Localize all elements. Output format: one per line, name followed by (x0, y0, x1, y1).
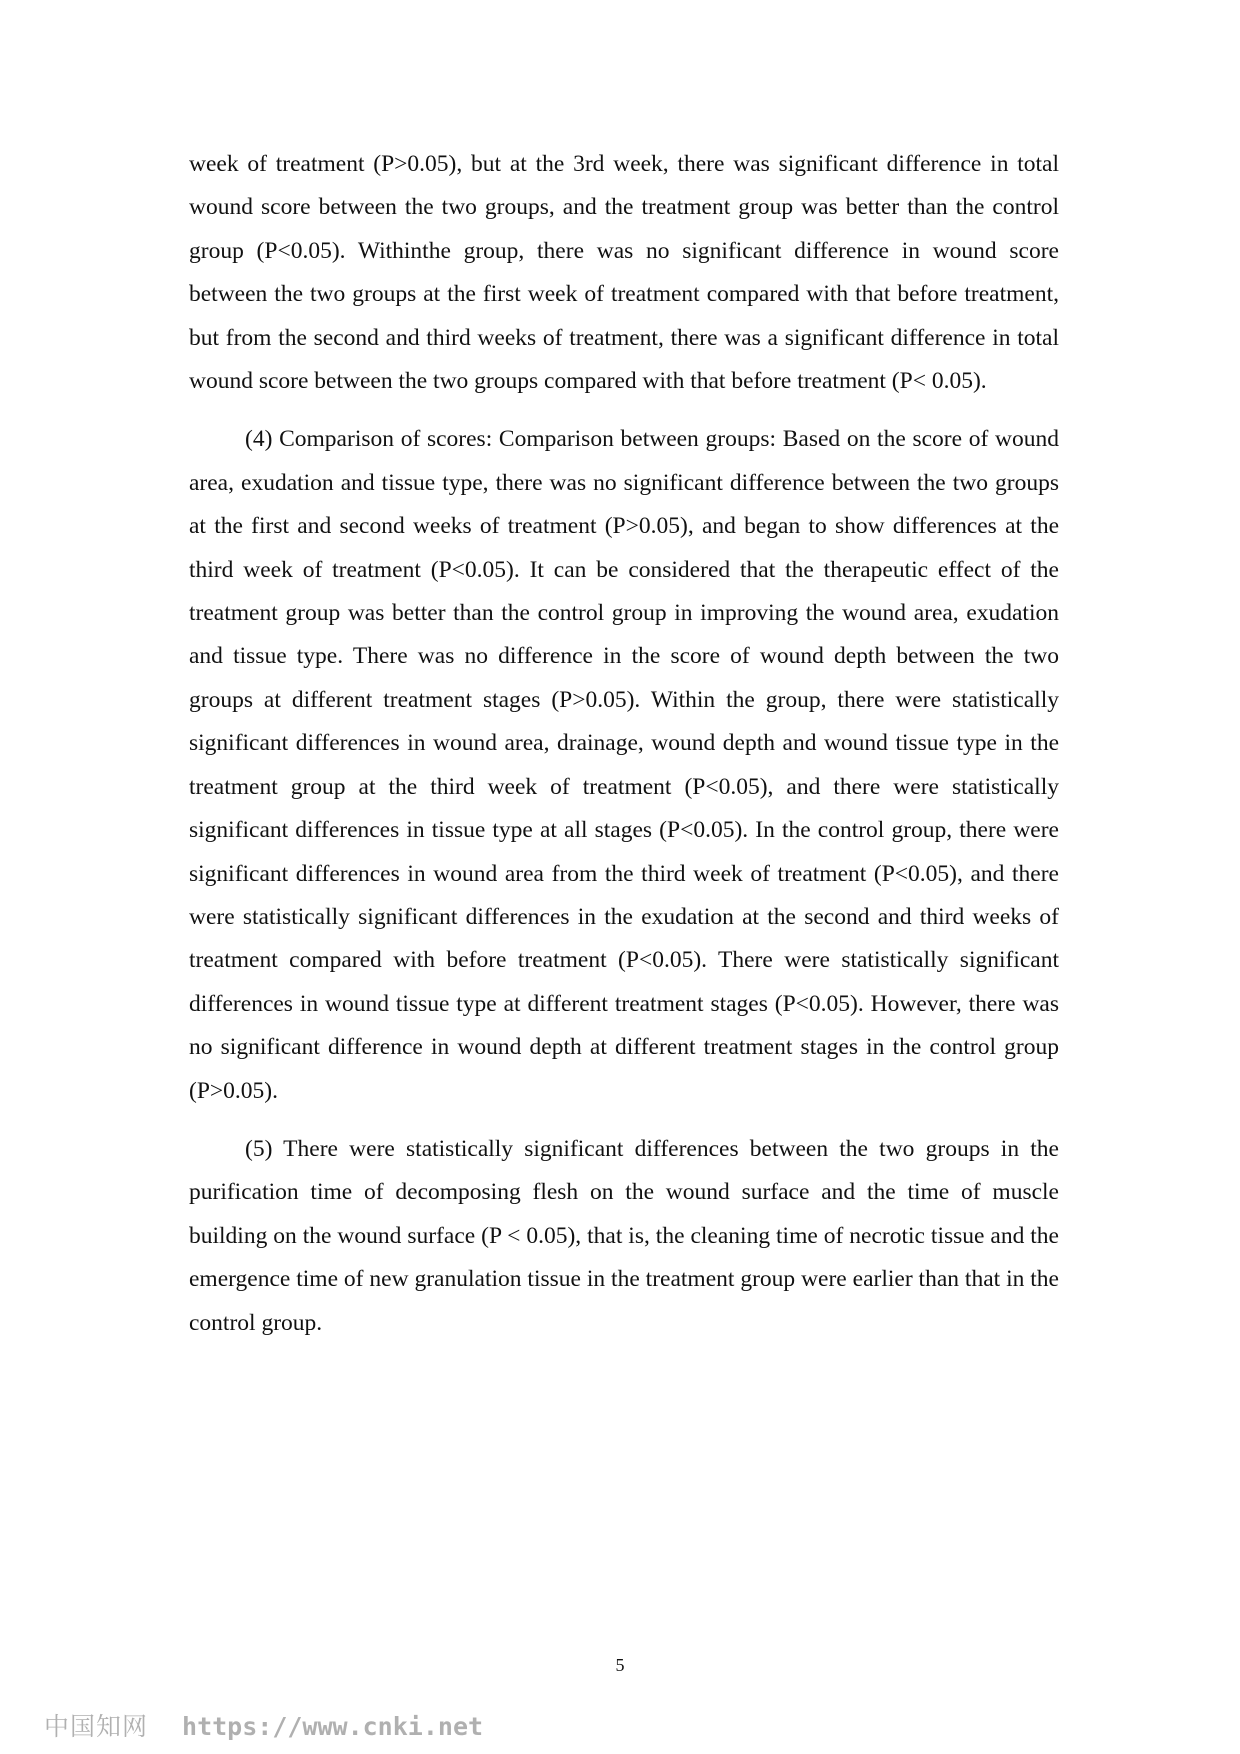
paragraph-continuation: week of treatment (P>0.05), but at the 3rd week, there was significant difference in total wound score between the two groups, and the treatment group was better than the control group (P<0.05). Withinthe group, there was no significant difference in wound score between the two groups at the first week of treatment compared with that before treatment, but from the second and third weeks of treatment, there was a significant difference in total wound score between the two groups compared with that before treatment (P< 0.05). (189, 151, 1059, 395)
watermark-cn-text: 中国知网 (44, 1712, 149, 1741)
watermark-url: https://www.cnki.net (182, 1712, 484, 1741)
paragraph-point-4: (4) Comparison of scores: Comparison between groups: Based on the score of wound area, exudation and tissue type, there was no significant difference between the two groups at the first and second weeks of treatment (P>0.05), and began to show differences at the third week of treatment (P<0.05). It can be considered that the therapeutic effect of the treatment group was better than the control group in improving the wound area, exudation and tissue type. There was no difference in the score of wound depth between the two groups at different treatment stages (P>0.05). Within the group, there were statistically significant differences in wound area, drainage, wound depth and wound tissue type in the treatment group at the third week of treatment (P<0.05), and there were statistically significant differences in tissue type at all stages (P<0.05). In the control group, there were significant differences in wound area from the third week of treatment (P<0.05), and there were statistically significant differences in the exudation at the second and third weeks of treatment compared with before treatment (P<0.05). There were statistically significant differences in wound tissue type at different treatment stages (P<0.05). However, there was no significant difference in wound depth at different treatment stages in the control group (P>0.05). (189, 426, 1059, 1104)
body-text (189, 143, 1059, 1345)
cnki-watermark (44, 1712, 483, 1743)
paragraph-point-5: (5) There were statistically significant differences between the two groups in the purification time of decomposing flesh on the wound surface and the time of muscle building on the wound surface (P < 0.05), that is, the cleaning time of necrotic tissue and the emergence time of new granulation tissue in the treatment group were earlier than that in the control group. (189, 1135, 1059, 1336)
page-number: 5 (615, 1655, 625, 1675)
